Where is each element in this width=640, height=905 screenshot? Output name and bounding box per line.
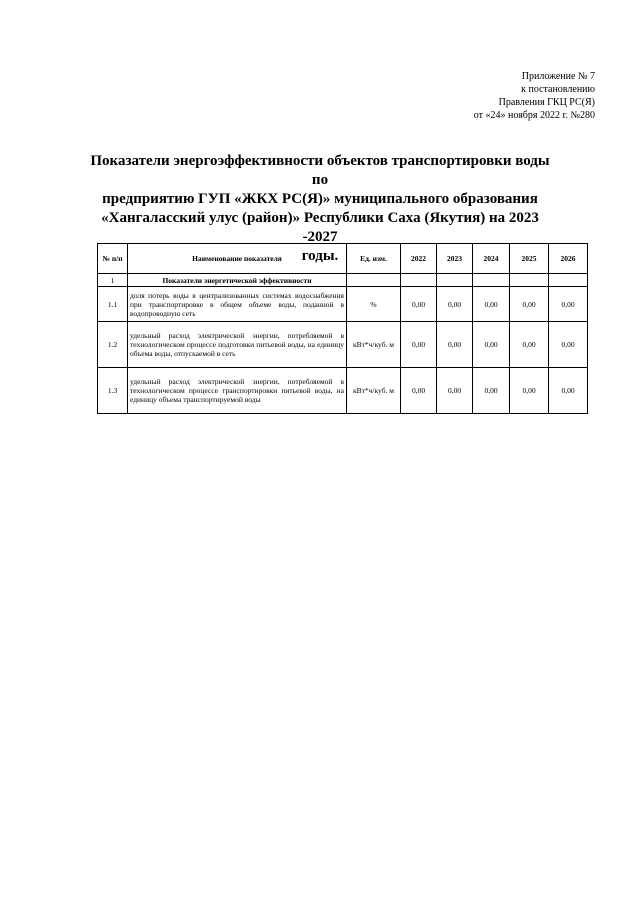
- section-title: Показатели энергетической эффективности: [128, 274, 347, 287]
- empty-cell: [401, 274, 437, 287]
- empty-cell: [549, 274, 588, 287]
- header-year-2023: 2023: [437, 244, 473, 274]
- header-year-2025: 2025: [510, 244, 549, 274]
- appendix-line-1: Приложение № 7: [521, 71, 595, 82]
- table-row: [98, 322, 588, 368]
- header-row: [98, 244, 588, 274]
- row-name: удельный расход электрической энергии, потребляемой в технологическом процессе транспортировки питьевой воды, на единицу объема транспортируемой воды: [128, 368, 347, 414]
- header-year-2022: 2022: [401, 244, 437, 274]
- row-value-2025: 0,00: [510, 368, 549, 414]
- row-value-2024: 0,00: [473, 322, 510, 368]
- row-value-2024: 0,00: [473, 287, 510, 322]
- empty-cell: [437, 274, 473, 287]
- table-row: [98, 287, 588, 322]
- appendix-line-2: к постановлению: [521, 84, 595, 95]
- row-value-2023: 0,00: [437, 287, 473, 322]
- section-row: [98, 274, 588, 287]
- header-year-2026: 2026: [549, 244, 588, 274]
- row-value-2025: 0,00: [510, 287, 549, 322]
- row-num: 1.3: [98, 368, 128, 414]
- section-num: 1: [98, 274, 128, 287]
- row-num: 1.1: [98, 287, 128, 322]
- title-line-4: годы.: [301, 248, 339, 264]
- row-value-2024: 0,00: [473, 368, 510, 414]
- row-unit: кВт*ч/куб. м: [347, 322, 401, 368]
- row-name: удельный расход электрической энергии, потребляемой в технологическом процессе подготовки питьевой воды, на единицу объема воды, отпускаемой в сеть: [128, 322, 347, 368]
- empty-cell: [473, 274, 510, 287]
- row-num: 1.2: [98, 322, 128, 368]
- row-value-2023: 0,00: [437, 322, 473, 368]
- row-name: доля потерь воды в централизованных системах водоснабжения при транспортировке в общем объеме воды, поданной в водопроводную сеть: [128, 287, 347, 322]
- empty-cell: [510, 274, 549, 287]
- row-unit: %: [347, 287, 401, 322]
- title-line-3: «Хангаласский улус (район)» Республики Саха (Якутия) на 2023 -2027: [101, 210, 539, 245]
- appendix-line-3: Правления ГКЦ РС(Я): [498, 97, 595, 108]
- row-value-2025: 0,00: [510, 322, 549, 368]
- header-unit: Ед. изм.: [347, 244, 401, 274]
- indicators-table: [97, 243, 588, 414]
- row-value-2026: 0,00: [549, 287, 588, 322]
- empty-cell: [347, 274, 401, 287]
- appendix-line-4: от «24» ноября 2022 г. №280: [473, 110, 595, 121]
- row-value-2022: 0,00: [401, 322, 437, 368]
- title-line-1: Показатели энергоэффективности объектов транспортировки воды по: [90, 153, 550, 188]
- table-row: [98, 368, 588, 414]
- row-value-2022: 0,00: [401, 287, 437, 322]
- row-value-2022: 0,00: [401, 368, 437, 414]
- header-name: Наименование показателя: [128, 244, 347, 274]
- header-num: № п/п: [98, 244, 128, 274]
- row-unit: кВт*ч/куб. м: [347, 368, 401, 414]
- row-value-2023: 0,00: [437, 368, 473, 414]
- row-value-2026: 0,00: [549, 322, 588, 368]
- header-year-2024: 2024: [473, 244, 510, 274]
- title-line-2: предприятию ГУП «ЖКХ РС(Я)» муниципального образования: [102, 191, 538, 207]
- appendix-header: [295, 70, 595, 122]
- row-value-2026: 0,00: [549, 368, 588, 414]
